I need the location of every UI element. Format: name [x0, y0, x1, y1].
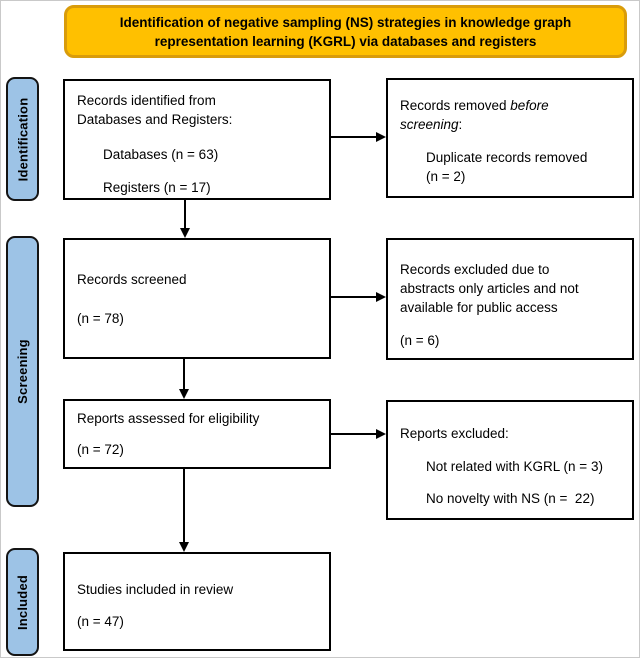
stage-label-included: Included: [15, 574, 30, 630]
title-line-2: representation learning (KGRL) via databases and registers: [154, 33, 537, 49]
title-banner: [64, 5, 627, 58]
reports-assessed-label: Reports assessed for eligibility: [77, 411, 260, 426]
records-removed-line2-italic: screening: [400, 117, 459, 132]
records-excluded-line1: Records excluded due to: [400, 262, 550, 277]
box-reports-assessed: [63, 399, 331, 469]
studies-included-label: Studies included in review: [77, 582, 234, 597]
records-removed-line2: [400, 115, 620, 134]
records-removed-item-line1: Duplicate records removed: [426, 150, 588, 165]
reports-assessed-count: (n = 72): [77, 442, 124, 457]
reports-excluded-heading: Reports excluded:: [400, 426, 509, 441]
stage-tab-identification: [6, 77, 39, 201]
records-identified-registers-count: Registers (n = 17): [103, 180, 211, 195]
reports-excluded-item-ns: No novelty with NS (n = 22): [426, 491, 595, 506]
box-records-removed: [386, 78, 634, 198]
records-identified-databases-count: Databases (n = 63): [103, 147, 219, 162]
stage-tab-screening: [6, 236, 39, 507]
records-removed-line2-suffix: :: [458, 117, 463, 132]
records-identified-line2: Databases and Registers:: [77, 112, 233, 127]
studies-included-count: (n = 47): [77, 614, 124, 629]
title-line-1: Identification of negative sampling (NS) strategies in knowledge graph: [119, 14, 572, 30]
stage-label-identification: Identification: [15, 97, 31, 181]
box-records-identified: [63, 79, 331, 200]
records-removed-line1-normal: Records removed: [400, 98, 511, 113]
box-records-screened: [63, 238, 331, 359]
records-excluded-line2: abstracts only articles and not: [400, 281, 579, 296]
records-screened-label: Records screened: [77, 272, 187, 287]
stage-label-screening: Screening: [15, 339, 30, 404]
records-removed-line1: [400, 96, 620, 115]
box-studies-included: [63, 552, 331, 651]
reports-excluded-item-kgrl: Not related with KGRL (n = 3): [426, 459, 603, 474]
records-identified-line1: Records identified from: [77, 93, 216, 108]
records-excluded-line3: available for public access: [400, 300, 558, 315]
box-records-excluded: [386, 238, 634, 360]
box-reports-excluded: [386, 400, 634, 520]
records-removed-item-count: (n = 2): [426, 169, 466, 184]
stage-tab-included: [6, 548, 39, 656]
records-screened-count: (n = 78): [77, 311, 124, 326]
records-removed-line1-italic: before: [510, 98, 549, 113]
records-excluded-count: (n = 6): [400, 333, 440, 348]
